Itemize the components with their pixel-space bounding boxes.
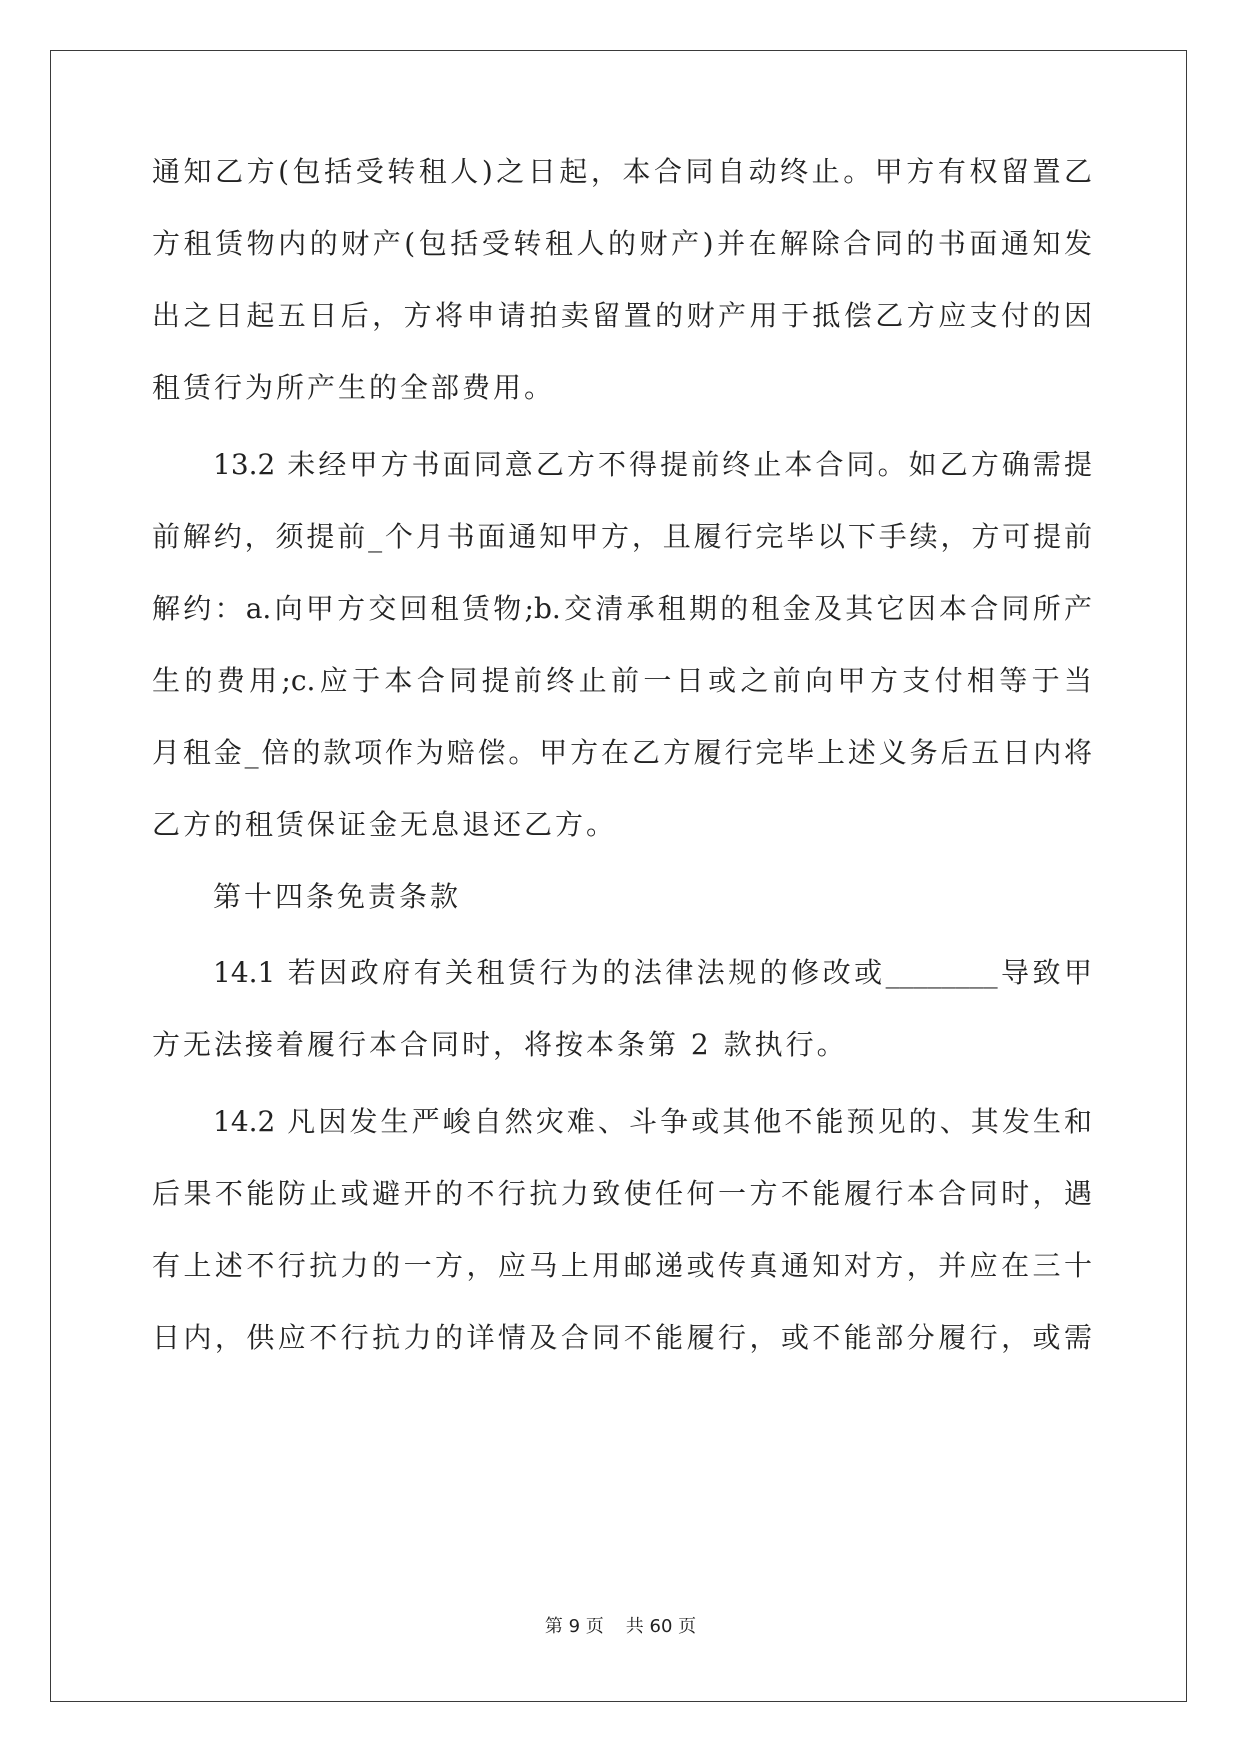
text-line: 乙方的租赁保证金无息退还乙方。 bbox=[152, 808, 618, 841]
text-line: 后果不能防止或避开的不行抗力致使任何一方不能履行本合同时，遇 bbox=[152, 1177, 1092, 1210]
section-heading: 第十四条免责条款 bbox=[213, 880, 462, 913]
paragraph-start-14-2: 14.2 凡因发生严峻自然灾难、斗争或其他不能预见的、其发生和 bbox=[213, 1105, 1092, 1138]
text-line: 出之日起五日后，方将申请拍卖留置的财产用于抵偿乙方应支付的因 bbox=[152, 299, 1092, 332]
paragraph-start-13-2: 13.2 未经甲方书面同意乙方不得提前终止本合同。如乙方确需提 bbox=[213, 448, 1092, 481]
page-footer bbox=[0, 1612, 1241, 1642]
text-line: 日内，供应不行抗力的详情及合同不能履行，或不能部分履行，或需 bbox=[152, 1321, 1092, 1354]
text-line: 生的费用;c.应于本合同提前终止前一日或之前向甲方支付相等于当 bbox=[152, 664, 1092, 697]
text-line: 解约：a.向甲方交回租赁物;b.交清承租期的租金及其它因本合同所产 bbox=[152, 592, 1092, 625]
text-line: 方无法接着履行本合同时，将按本条第 2 款执行。 bbox=[152, 1028, 848, 1061]
text-line: 租赁行为所产生的全部费用。 bbox=[152, 371, 556, 404]
text-line: 通知乙方(包括受转租人)之日起，本合同自动终止。甲方有权留置乙 bbox=[152, 155, 1092, 188]
text-line: 有上述不行抗力的一方，应马上用邮递或传真通知对方，并应在三十 bbox=[152, 1249, 1092, 1282]
text-line: 前解约，须提前_个月书面通知甲方，且履行完毕以下手续，方可提前 bbox=[152, 520, 1092, 553]
paragraph-start-14-1: 14.1 若因政府有关租赁行为的法律法规的修改或________导致甲 bbox=[213, 956, 1092, 989]
total-pages: 共 60 页 bbox=[625, 1616, 697, 1637]
text-line: 方租赁物内的财产(包括受转租人的财产)并在解除合同的书面通知发 bbox=[152, 227, 1092, 260]
current-page-number: 第 9 页 bbox=[544, 1616, 604, 1637]
text-line: 月租金_倍的款项作为赔偿。甲方在乙方履行完毕上述义务后五日内将 bbox=[152, 736, 1092, 769]
